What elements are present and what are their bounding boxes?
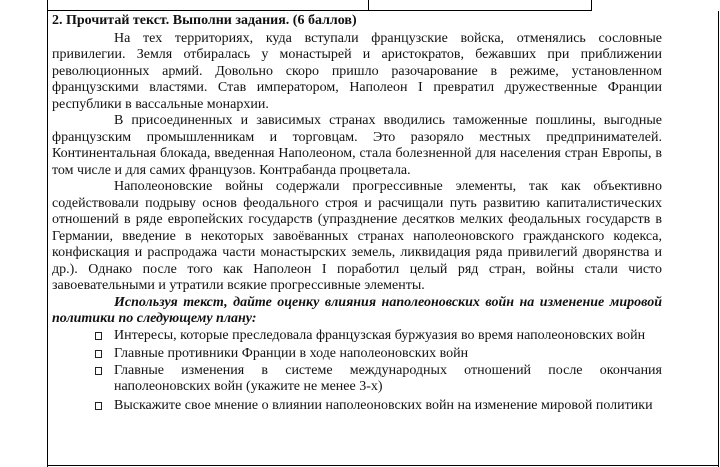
bullet-box-icon xyxy=(95,402,102,410)
task-content xyxy=(52,13,662,414)
task-heading: 2. Прочитай текст. Выполни задания. (6 баллов) xyxy=(52,13,357,28)
text-paragraph-3: Наполеоновские войны содержали прогрессивные элементы, так как объективно содействовали подрыву основ феодального строя и расчищали путь развитию капиталистических отношений в ряде европейских государств (упразднение десятков мелких феодальных государств в Германии, введение в некоторых завоёванных странах наполеоновского гражданского кодекса, конфискация и распродажа части монастырских земель, ликвидация ряда привилегий дворянства и др.). Однако после того как Наполеон I поработил целый ряд стран, войны стали чисто завоевательными и утратили всякие прогрессивные элементы. xyxy=(52,179,662,293)
page-frame-bottom xyxy=(47,465,719,466)
text-paragraph-1: На тех территориях, куда вступали французские войска, отменялись сословные привилегии. Земля отбиралась у монастырей и аристократов, бежавших при приближении революционных армий. Довольно скоро пришло разочарование в режиме, установленном французскими властями. Став императором, Наполеон I превратил дружественные Франции республики в вассальные монархии. xyxy=(52,30,662,112)
plan-item-3 xyxy=(52,363,662,396)
bullet-box-icon xyxy=(95,350,102,358)
plan-list xyxy=(52,328,662,415)
text-paragraph-2: В присоединенных и зависимых странах вводились таможенные пошлины, выгодные французским промышленникам и торговцам. Это разоряло местных предпринимателей. Континентальная блокада, введенная Наполеоном, стала болезненной для населения стран Европы, в том числе и для самих французов. Контрабанда процветала. xyxy=(52,113,662,178)
task-instruction: Используя текст, дайте оценку влияния наполеоновских войн на изменение мировой политики по следующему плану: xyxy=(52,294,662,326)
plan-item-text: Главные изменения в системе международных отношений после окончания наполеоновских войн (укажите не менее 3-х) xyxy=(114,362,662,394)
bullet-box-icon xyxy=(95,332,102,340)
plan-item-1 xyxy=(52,328,662,345)
bullet-box-icon xyxy=(95,367,102,375)
plan-item-text: Выскажите свое мнение о влиянии наполеоновских войн на изменение мировой политики xyxy=(114,397,653,413)
plan-item-text: Главные противники Франции в ходе наполеоновских войн xyxy=(114,346,469,361)
table-divider xyxy=(368,0,369,10)
plan-item-2 xyxy=(52,346,662,363)
plan-item-4 xyxy=(52,398,662,415)
table-fragment xyxy=(47,0,592,11)
plan-item-text: Интересы, которые преследовала французская буржуазия во время наполеоновских войн xyxy=(114,327,646,343)
